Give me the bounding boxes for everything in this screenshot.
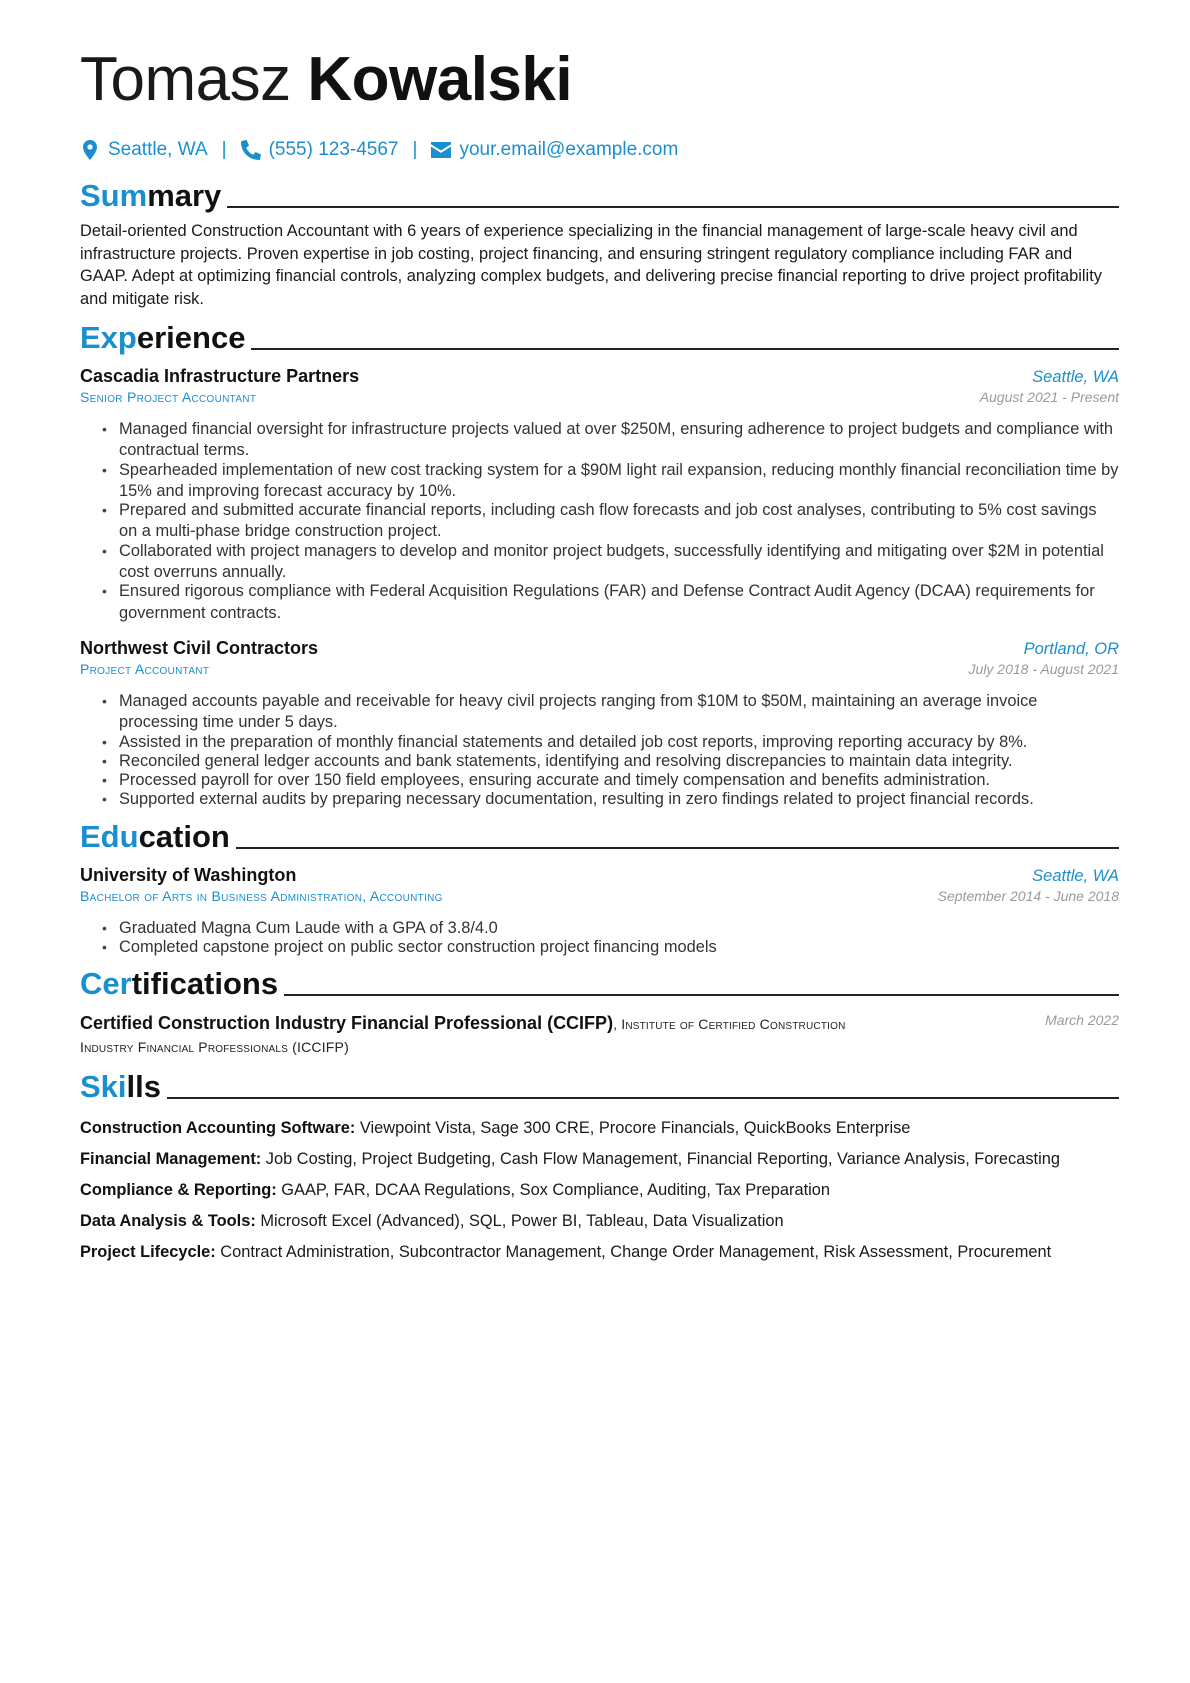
job-dates: July 2018 - August 2021 bbox=[968, 660, 1119, 677]
contact-email[interactable]: your.email@example.com bbox=[459, 139, 679, 160]
experience-entry bbox=[80, 638, 1119, 811]
list-item: • Managed financial oversight for infrastructure projects valued at over $250M, ensuring adherence to project budgets and compliance with contractual terms. bbox=[102, 419, 1119, 462]
list-item: • Reconciled general ledger accounts and bank statements, identifying and resolving discrepancies to maintain data integrity. bbox=[102, 751, 1119, 772]
school-name: University of Washington bbox=[80, 864, 297, 885]
education-dates: September 2014 - June 2018 bbox=[937, 887, 1119, 904]
section-divider bbox=[284, 994, 1119, 996]
envelope-icon bbox=[431, 139, 451, 161]
degree: Bachelor of Arts in Business Administration, Accounting bbox=[80, 887, 443, 904]
skill-row: Financial Management: Job Costing, Project Budgeting, Cash Flow Management, Financial Reporting, Variance Analysis, Forecasting bbox=[80, 1150, 1060, 1169]
candidate-name bbox=[80, 40, 1119, 120]
skill-row: Construction Accounting Software: Viewpoint Vista, Sage 300 CRE, Procore Financials, QuickBooks Enterprise bbox=[80, 1119, 911, 1138]
phone-icon bbox=[241, 139, 261, 161]
list-item: • Completed capstone project on public sector construction project financing models bbox=[102, 937, 1119, 958]
contact-separator: | bbox=[412, 139, 418, 160]
map-marker-icon bbox=[80, 139, 100, 161]
education-entry bbox=[80, 865, 1119, 959]
section-divider bbox=[167, 1097, 1119, 1099]
summary-text: Detail-oriented Construction Accountant with 6 years of experience specializing in the financial management of large-scale heavy civil and infrastructure projects. Proven expertise in job costing, project financing, and ensuring stringent regulatory compliance including FAR and GAAP. Adept at optimizing financial controls, analyzing complex budgets, and delivering precise financial reporting to drive project profitability and mitigate risk. bbox=[80, 222, 1102, 308]
list-item: • Prepared and submitted accurate financial reports, including cash flow forecasts and job cost analyses, contributing to 5% cost savings on a multi-phase bridge construction project. bbox=[102, 500, 1119, 543]
contact-bar bbox=[80, 136, 1119, 164]
job-location: Seattle, WA bbox=[1032, 368, 1119, 386]
skill-row: Data Analysis & Tools: Microsoft Excel (Advanced), SQL, Power BI, Tableau, Data Visualization bbox=[80, 1212, 784, 1231]
last-name: Kowalski bbox=[307, 45, 573, 114]
section-summary-heading: Summary bbox=[80, 178, 1119, 214]
section-divider bbox=[227, 206, 1119, 208]
certification-name: Certified Construction Industry Financial Professional (CCIFP) bbox=[80, 1013, 614, 1034]
school-location: Seattle, WA bbox=[1032, 866, 1119, 885]
resume-page bbox=[80, 40, 1119, 1263]
section-divider bbox=[236, 847, 1119, 849]
section-education-heading: Education bbox=[80, 819, 1119, 855]
list-item: • Assisted in the preparation of monthly financial statements and detailed job cost reports, improving reporting accuracy by 8%. bbox=[102, 732, 1119, 753]
contact-phone: (555) 123-4567 bbox=[268, 139, 399, 160]
experience-entry bbox=[80, 366, 1119, 624]
job-bullets bbox=[80, 419, 1119, 624]
job-title: Senior Project Accountant bbox=[80, 389, 257, 405]
certification-entry bbox=[80, 1012, 1119, 1059]
certification-date: March 2022 bbox=[1045, 1012, 1119, 1029]
list-item: • Graduated Magna Cum Laude with a GPA of 3.8/4.0 bbox=[102, 918, 1119, 939]
section-experience-heading: Experience bbox=[80, 320, 1119, 356]
job-bullets bbox=[80, 691, 1119, 811]
job-location: Portland, OR bbox=[1023, 639, 1119, 658]
first-name: Tomasz bbox=[80, 45, 291, 114]
list-item: • Supported external audits by preparing necessary documentation, resulting in zero findings related to project financial records. bbox=[102, 789, 1119, 810]
certification-institution: , Institute of Certified Construction Industry Financial Professionals (ICCIFP) bbox=[80, 1016, 846, 1056]
skill-row: Project Lifecycle: Contract Administration, Subcontractor Management, Change Order Management, Risk Assessment, Procurement bbox=[80, 1243, 1052, 1262]
education-bullets bbox=[80, 918, 1119, 959]
list-item: • Spearheaded implementation of new cost tracking system for a $90M light rail expansion, reducing monthly financial reconciliation time by 15% and improving forecast accuracy by 10%. bbox=[102, 460, 1119, 503]
skill-row: Compliance & Reporting: GAAP, FAR, DCAA Regulations, Sox Compliance, Auditing, Tax Preparation bbox=[80, 1181, 831, 1200]
section-divider bbox=[251, 348, 1119, 350]
contact-separator: | bbox=[221, 139, 227, 160]
section-skills-heading: Skills bbox=[80, 1069, 1119, 1105]
list-item: • Managed accounts payable and receivable for heavy civil projects ranging from $10M to $50M, maintaining an average invoice processing time under 5 days. bbox=[102, 691, 1119, 734]
employer-name: Cascadia Infrastructure Partners bbox=[80, 366, 360, 386]
job-dates: August 2021 - Present bbox=[979, 389, 1119, 405]
list-item: • Ensured rigorous compliance with Federal Acquisition Regulations (FAR) and Defense Contract Audit Agency (DCAA) requirements for government contracts. bbox=[102, 581, 1119, 624]
job-title: Project Accountant bbox=[80, 660, 210, 677]
contact-location: Seattle, WA bbox=[108, 139, 208, 160]
employer-name: Northwest Civil Contractors bbox=[80, 637, 319, 658]
list-item: • Collaborated with project managers to develop and monitor project budgets, successfully identifying and mitigating over $2M in potential cost overruns annually. bbox=[102, 541, 1119, 584]
list-item: • Processed payroll for over 150 field employees, ensuring accurate and timely compensation and benefits administration. bbox=[102, 770, 1119, 791]
section-certifications-heading: Certifications bbox=[80, 966, 1119, 1002]
